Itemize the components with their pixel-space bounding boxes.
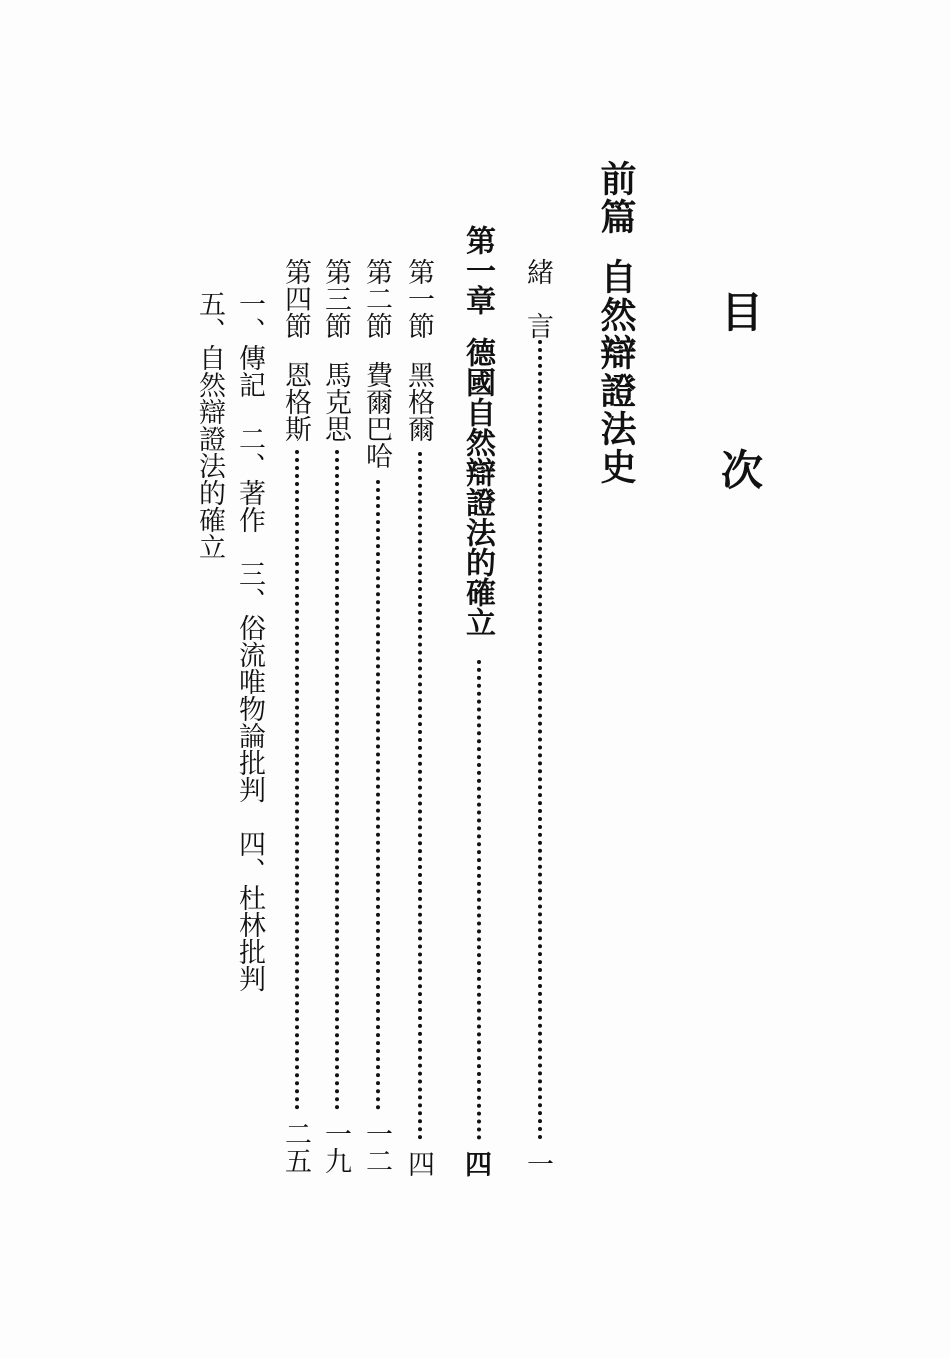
chapter-1-name: 德國自然辯證法的確立: [460, 337, 495, 637]
section-4-label: 第四節: [280, 258, 311, 339]
section-3-page-number: 一九: [320, 1120, 351, 1174]
toc-entry-section-1[interactable]: [405, 258, 432, 442]
subsections-line-2: 五、自然辯證法的確立: [194, 290, 225, 560]
part-label: 前篇: [595, 160, 637, 236]
page-title-char-2: 次: [715, 448, 764, 490]
chapter-1-leader-dots: [477, 660, 481, 1140]
section-2-name: 費爾巴哈: [361, 361, 392, 469]
section-3-name: 馬克思: [320, 361, 351, 442]
toc-entry-section-2[interactable]: [363, 258, 390, 469]
chapter-1-label: 第一章: [460, 225, 495, 315]
toc-entry-introduction[interactable]: [524, 258, 551, 339]
section-4-page-number: 二五: [280, 1120, 311, 1174]
section-3-leader-dots: [335, 450, 339, 1110]
section-2-page-number: 一二: [361, 1120, 392, 1174]
introduction-leader-dots: [538, 340, 542, 1140]
introduction-label: 緒 言: [522, 258, 553, 339]
part-heading: [595, 160, 637, 486]
page-title-char-1: 目: [715, 290, 764, 332]
section-4-name: 恩格斯: [280, 361, 311, 442]
toc-entry-section-3[interactable]: [322, 258, 349, 442]
toc-entry-section-4[interactable]: [282, 258, 309, 442]
introduction-page-number: 一: [522, 1150, 553, 1177]
chapter-1-page-number: 四: [460, 1150, 491, 1177]
section-3-label: 第三節: [320, 258, 351, 339]
section-1-page-number: 四: [403, 1150, 434, 1177]
section-1-name: 黑格爾: [403, 361, 434, 442]
page-title: [714, 290, 764, 490]
toc-entry-chapter-1[interactable]: [460, 225, 495, 637]
section-2-leader-dots: [376, 480, 380, 1110]
section-2-label: 第二節: [361, 258, 392, 339]
section-1-label: 第一節: [403, 258, 434, 339]
part-name: 自然辯證法史: [595, 258, 637, 486]
section-1-leader-dots: [418, 452, 422, 1140]
section-4-leader-dots: [295, 450, 299, 1110]
subsections-line-1: 一、傳記 二、著作 三、俗流唯物論批判 四、杜林批判: [234, 290, 265, 992]
